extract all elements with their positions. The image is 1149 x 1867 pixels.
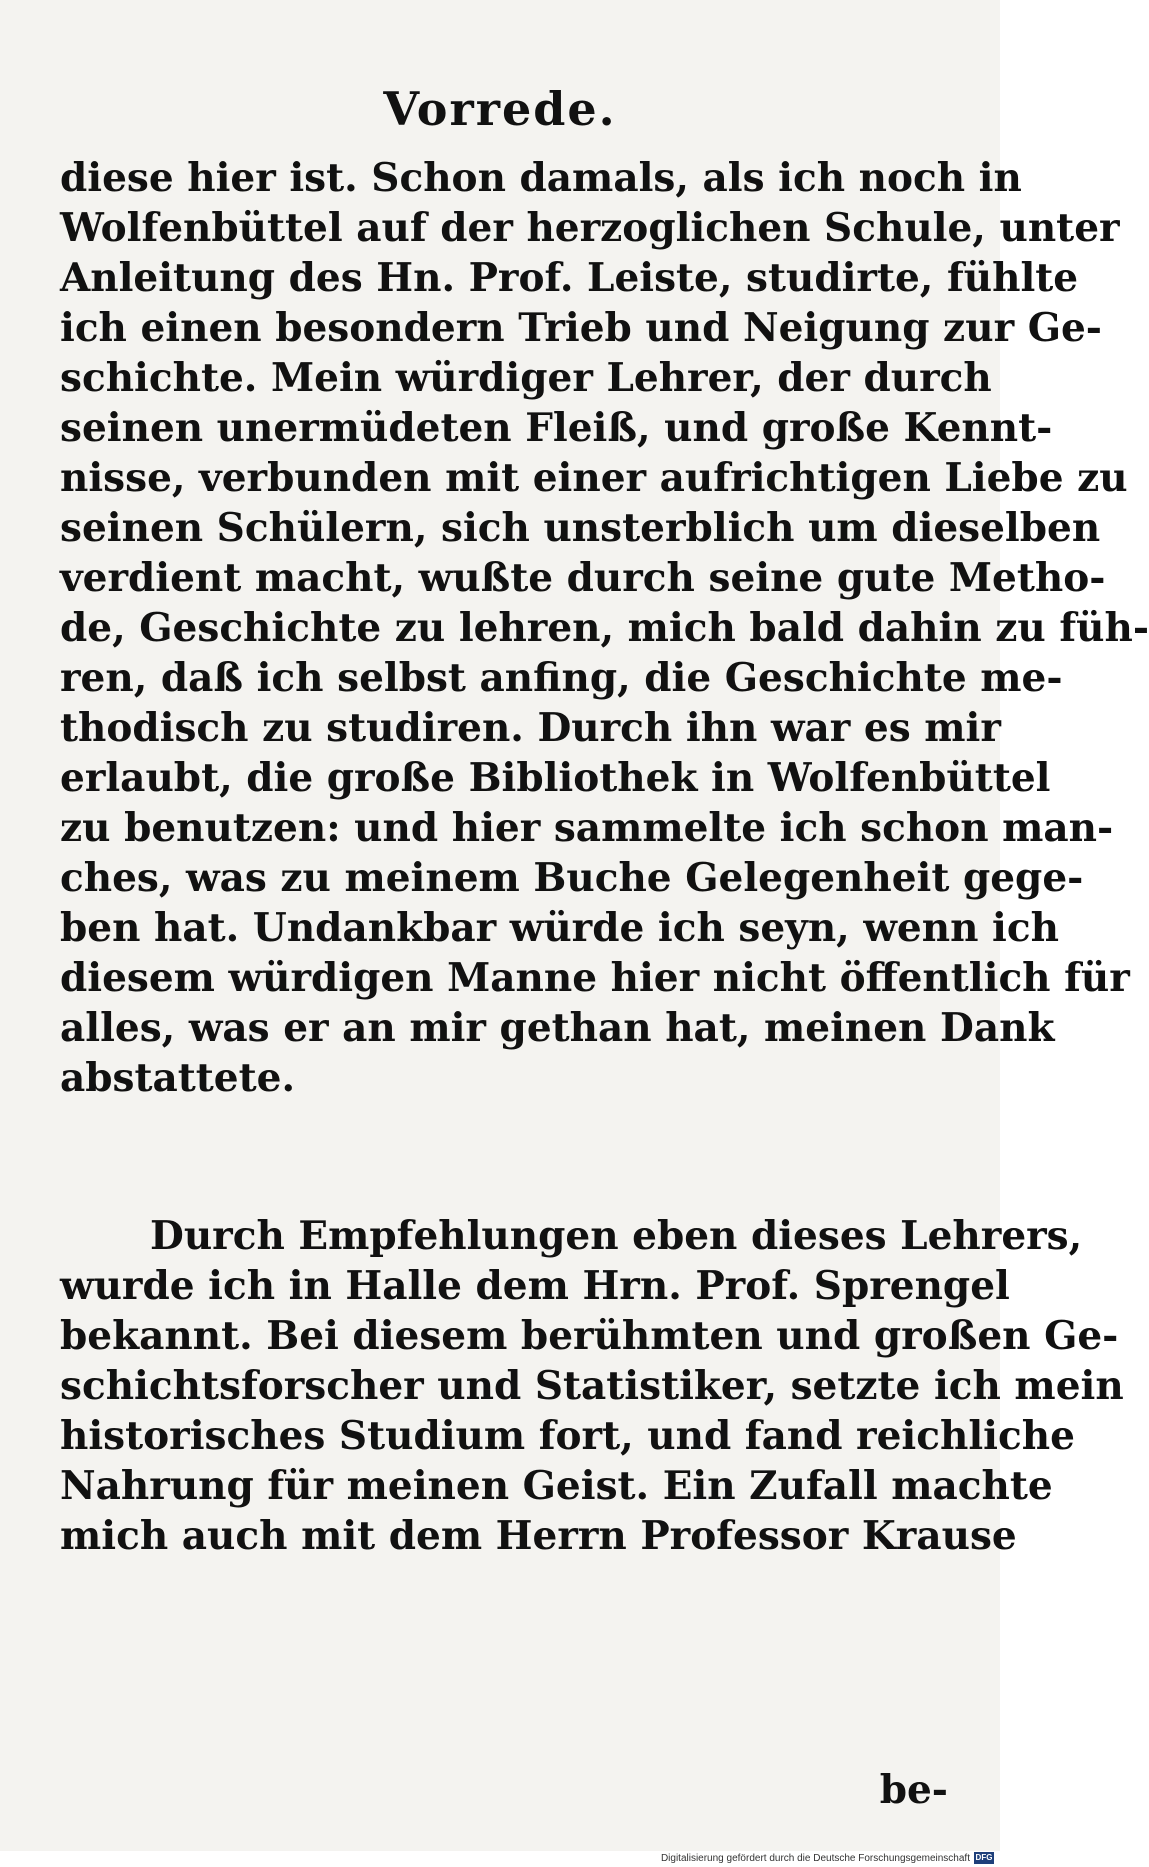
text-line: verdient macht, wußte durch seine gute Metho- bbox=[60, 555, 1106, 601]
body-text bbox=[60, 150, 1149, 1750]
text-line: Anleitung des Hn. Prof. Leiste, studirte, fühlte bbox=[60, 255, 1079, 301]
text-line: ich einen besondern Trieb und Neigung zur Ge- bbox=[60, 305, 1102, 351]
text-line: de, Geschichte zu lehren, mich bald dahin zu füh- bbox=[60, 605, 1149, 651]
text-line: schichtsforscher und Statistiker, setzte ich mein bbox=[60, 1363, 1124, 1409]
text-line: wurde ich in Halle dem Hrn. Prof. Sprengel bbox=[60, 1263, 1010, 1309]
text-line: abstattete. bbox=[60, 1055, 296, 1101]
dfg-logo-icon: DFG bbox=[975, 1853, 993, 1862]
text-line: diese hier ist. Schon damals, als ich noch in bbox=[60, 155, 1022, 201]
text-line: historisches Studium fort, und fand reichliche bbox=[60, 1413, 1075, 1459]
text-line: nisse, verbunden mit einer aufrichtigen Liebe zu bbox=[60, 455, 1128, 501]
text-line: alles, was er an mir gethan hat, meinen Dank bbox=[60, 1005, 1055, 1051]
text-line: seinen unermüdeten Fleiß, und große Kennt- bbox=[60, 405, 1053, 451]
digitization-credit: Digitalisierung gefördert durch die Deutsche Forschungsgemeinschaft bbox=[660, 1853, 970, 1864]
text-line: ben hat. Undankbar würde ich seyn, wenn ich bbox=[60, 905, 1059, 951]
text-line: Nahrung für meinen Geist. Ein Zufall machte bbox=[60, 1463, 1053, 1509]
text-line: ren, daß ich selbst anfing, die Geschichte me- bbox=[60, 655, 1063, 701]
text-line: Wolfenbüttel auf der herzoglichen Schule, unter bbox=[60, 205, 1120, 251]
running-head: Vorrede. bbox=[383, 82, 617, 136]
catchword: be- bbox=[879, 1767, 948, 1813]
text-line: Durch Empfehlungen eben dieses Lehrers, bbox=[150, 1213, 1083, 1259]
text-line: seinen Schülern, sich unsterblich um dieselben bbox=[60, 505, 1101, 551]
text-line: mich auch mit dem Herrn Professor Krause bbox=[60, 1513, 1017, 1559]
text-line: ches, was zu meinem Buche Gelegenheit gege- bbox=[60, 855, 1084, 901]
text-line: schichte. Mein würdiger Lehrer, der durch bbox=[60, 355, 992, 401]
text-line: diesem würdigen Manne hier nicht öffentlich für bbox=[60, 955, 1130, 1001]
text-line: zu benutzen: und hier sammelte ich schon man- bbox=[60, 805, 1114, 851]
text-line: erlaubt, die große Bibliothek in Wolfenbüttel bbox=[60, 755, 1051, 801]
text-line: thodisch zu studiren. Durch ihn war es mir bbox=[60, 705, 1001, 751]
text-line: bekannt. Bei diesem berühmten und großen Ge- bbox=[60, 1313, 1119, 1359]
